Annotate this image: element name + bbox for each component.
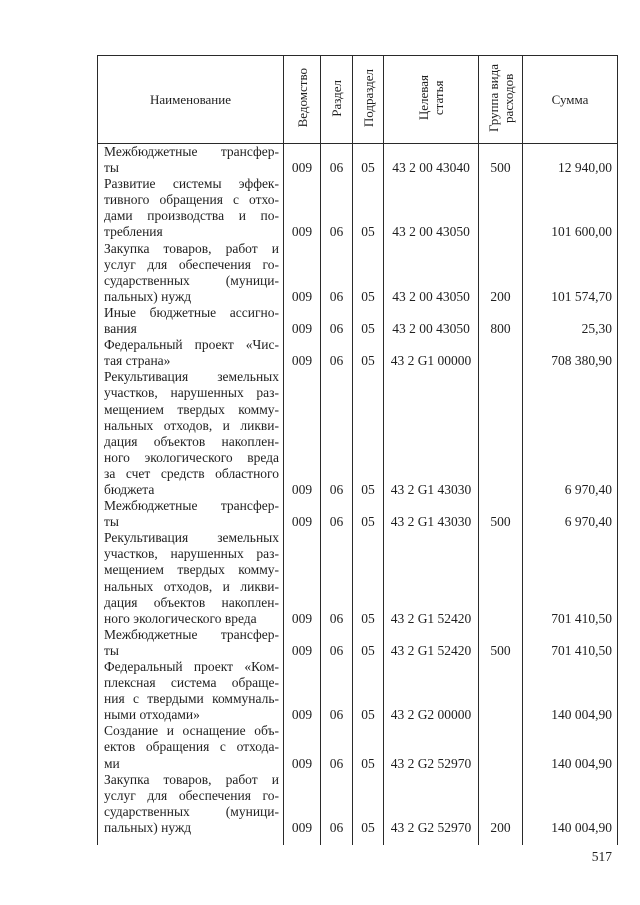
gruppa-vida-cell: 500 (479, 498, 523, 530)
filler-cell (321, 836, 353, 845)
header-gruppa-vida (479, 56, 523, 144)
summa-cell: 701 410,50 (523, 530, 618, 627)
header-vedomstvo-text: Ведомство (294, 68, 310, 128)
celevaya-statya-cell: 43 2 G1 52420 (384, 530, 479, 627)
vedomstvo-cell: 009 (284, 176, 321, 240)
table-body (98, 144, 618, 837)
vedomstvo-cell: 009 (284, 772, 321, 836)
row-name-line: Рекультивация земельных (104, 369, 279, 385)
gruppa-vida-cell (479, 176, 523, 240)
row-name-line: требления (104, 224, 163, 240)
row-name (98, 723, 284, 771)
row-name-line: Федеральный проект «Чис- (104, 337, 279, 353)
gruppa-vida-cell: 800 (479, 305, 523, 337)
razdel-cell: 06 (321, 241, 353, 305)
filler-cell (98, 836, 284, 845)
row-name-line: участков, нарушенных раз- (104, 385, 279, 401)
row-name (98, 176, 284, 240)
summa-cell: 101 574,70 (523, 241, 618, 305)
gruppa-vida-cell: 200 (479, 772, 523, 836)
row-name-line: тивного обращения с отхо- (104, 192, 279, 208)
header-celevaya-statya-label (416, 75, 446, 120)
table-continuation (98, 836, 618, 845)
podrazdel-cell: 05 (353, 176, 384, 240)
table-row (98, 241, 618, 305)
vedomstvo-cell: 009 (284, 305, 321, 337)
summa-cell: 140 004,90 (523, 723, 618, 771)
podrazdel-cell: 05 (353, 369, 384, 498)
summa-cell: 6 970,40 (523, 498, 618, 530)
summa-cell: 12 940,00 (523, 144, 618, 177)
row-name-line: Иные бюджетные ассигно- (104, 304, 279, 320)
row-name-line: Межбюджетные трансфер- (104, 144, 279, 159)
razdel-cell: 06 (321, 498, 353, 530)
budget-table (97, 55, 618, 845)
summa-cell: 101 600,00 (523, 176, 618, 240)
celevaya-statya-cell: 43 2 00 43050 (384, 241, 479, 305)
podrazdel-cell: 05 (353, 305, 384, 337)
gruppa-vida-cell (479, 369, 523, 498)
row-name (98, 772, 284, 836)
row-name-line: пальных) нужд (104, 288, 192, 304)
celevaya-statya-cell: 43 2 00 43050 (384, 176, 479, 240)
row-name-line: Федеральный проект «Ком- (104, 659, 279, 674)
summa-cell: 140 004,90 (523, 772, 618, 836)
gruppa-vida-cell (479, 659, 523, 723)
header-row (98, 56, 618, 144)
row-name-line: Закупка товаров, работ и (104, 240, 279, 256)
row-name-line: за счет средств областного (104, 465, 279, 481)
table-row (98, 498, 618, 530)
table-header (98, 56, 618, 144)
row-name-line: Межбюджетные трансфер- (104, 498, 279, 514)
header-razdel-label (329, 80, 344, 117)
filler-cell (479, 836, 523, 845)
row-name-line: участков, нарушенных раз- (104, 546, 279, 562)
table-row (98, 144, 618, 177)
row-name-line: ты (104, 642, 119, 658)
header-gruppa-line-2: расходов (500, 73, 516, 123)
header-vedomstvo (284, 56, 321, 144)
celevaya-statya-cell: 43 2 G1 00000 (384, 337, 479, 369)
razdel-cell: 06 (321, 337, 353, 369)
table-row (98, 772, 618, 836)
celevaya-statya-cell: 43 2 00 43050 (384, 305, 479, 337)
row-name-line: ного экологического вреда (104, 610, 257, 626)
row-name-line: ми (104, 755, 120, 771)
podrazdel-cell: 05 (353, 530, 384, 627)
table-row (98, 369, 618, 498)
row-name-line: ты (104, 514, 119, 530)
table-row (98, 530, 618, 627)
vedomstvo-cell: 009 (284, 369, 321, 498)
gruppa-vida-cell: 500 (479, 144, 523, 177)
header-celevaya-line-1: Целевая (416, 75, 431, 121)
razdel-cell: 06 (321, 659, 353, 723)
razdel-cell: 06 (321, 723, 353, 771)
header-razdel (321, 56, 353, 144)
podrazdel-cell: 05 (353, 723, 384, 771)
razdel-cell: 06 (321, 305, 353, 337)
razdel-cell: 06 (321, 772, 353, 836)
summa-cell: 25,30 (523, 305, 618, 337)
row-name (98, 337, 284, 369)
header-summa (523, 56, 618, 144)
celevaya-statya-cell: 43 2 G1 52420 (384, 627, 479, 659)
podrazdel-cell: 05 (353, 772, 384, 836)
row-name (98, 659, 284, 723)
vedomstvo-cell: 009 (284, 659, 321, 723)
table-row (98, 659, 618, 723)
table-row (98, 723, 618, 771)
row-name-line: бюджета (104, 481, 155, 497)
gruppa-vida-cell: 200 (479, 241, 523, 305)
podrazdel-cell: 05 (353, 144, 384, 177)
celevaya-statya-cell: 43 2 G1 43030 (384, 498, 479, 530)
row-name-line: плексная система обраще- (104, 675, 279, 691)
table-row (98, 337, 618, 369)
row-name-line: дация объектов накоплен- (104, 594, 279, 610)
vedomstvo-cell: 009 (284, 337, 321, 369)
podrazdel-cell: 05 (353, 498, 384, 530)
row-name-line: нальных отходов, и ликви- (104, 578, 279, 594)
row-name-line: услуг для обеспечения го- (104, 787, 279, 803)
podrazdel-cell: 05 (353, 659, 384, 723)
row-name (98, 305, 284, 337)
vedomstvo-cell: 009 (284, 530, 321, 627)
header-celevaya-line-2: статья (431, 80, 446, 116)
vedomstvo-cell: 009 (284, 627, 321, 659)
podrazdel-cell: 05 (353, 337, 384, 369)
row-name-line: сударственных (муници- (104, 272, 279, 288)
razdel-cell: 06 (321, 144, 353, 177)
header-summa-label: Сумма (551, 92, 589, 107)
row-name (98, 144, 284, 177)
table-row (98, 627, 618, 659)
header-podrazdel-text: Подраздел (360, 68, 376, 128)
header-gruppa-vida-label (486, 64, 516, 132)
razdel-cell: 06 (321, 369, 353, 498)
row-name-line: сударственных (муници- (104, 803, 279, 819)
filler-cell (523, 836, 618, 845)
row-name-line: мещением твердых комму- (104, 562, 279, 578)
gruppa-vida-cell (479, 723, 523, 771)
row-name (98, 498, 284, 530)
header-razdel-text: Раздел (329, 79, 344, 117)
vedomstvo-cell: 009 (284, 498, 321, 530)
row-name (98, 530, 284, 627)
gruppa-vida-cell: 500 (479, 627, 523, 659)
filler-cell (384, 836, 479, 845)
razdel-cell: 06 (321, 627, 353, 659)
filler-row (98, 836, 618, 845)
row-name-line: ния с твердыми коммуналь- (104, 691, 279, 707)
gruppa-vida-cell (479, 337, 523, 369)
header-podrazdel (353, 56, 384, 144)
summa-cell: 701 410,50 (523, 627, 618, 659)
celevaya-statya-cell: 43 2 G2 00000 (384, 659, 479, 723)
razdel-cell: 06 (321, 176, 353, 240)
podrazdel-cell: 05 (353, 241, 384, 305)
filler-cell (353, 836, 384, 845)
page-number: 517 (591, 849, 612, 864)
row-name-line: нальных отходов, и ликви- (104, 417, 279, 433)
header-vedomstvo-label (295, 68, 310, 127)
gruppa-vida-cell (479, 530, 523, 627)
vedomstvo-cell: 009 (284, 144, 321, 177)
summa-cell: 708 380,90 (523, 337, 618, 369)
header-gruppa-line-1: Группа вида (485, 64, 501, 132)
celevaya-statya-cell: 43 2 G2 52970 (384, 772, 479, 836)
celevaya-statya-cell: 43 2 00 43040 (384, 144, 479, 177)
row-name-line: ектов обращения с отхода- (104, 739, 279, 755)
row-name-line: ты (104, 160, 119, 176)
row-name-line: Межбюджетные трансфер- (104, 626, 279, 642)
row-name-line: пальных) нужд (104, 819, 192, 835)
row-name-line: дами производства и по- (104, 208, 279, 224)
row-name-line: ными отходами» (104, 707, 200, 723)
header-podrazdel-label (361, 69, 376, 127)
row-name-line: тая страна» (104, 353, 171, 369)
row-name-line: Создание и оснащение объ- (104, 723, 279, 739)
celevaya-statya-cell: 43 2 G2 52970 (384, 723, 479, 771)
row-name-line: Закупка товаров, работ и (104, 771, 279, 787)
header-name (98, 56, 284, 144)
row-name (98, 369, 284, 498)
row-name-line: ного экологического вреда (104, 449, 279, 465)
table-row (98, 176, 618, 240)
summa-cell: 140 004,90 (523, 659, 618, 723)
row-name-line: услуг для обеспечения го- (104, 256, 279, 272)
vedomstvo-cell: 009 (284, 723, 321, 771)
row-name-line: Рекультивация земельных (104, 530, 279, 546)
podrazdel-cell: 05 (353, 627, 384, 659)
row-name (98, 241, 284, 305)
vedomstvo-cell: 009 (284, 241, 321, 305)
row-name-line: Развитие системы эффек- (104, 176, 279, 192)
filler-cell (284, 836, 321, 845)
celevaya-statya-cell: 43 2 G1 43030 (384, 369, 479, 498)
row-name-line: вания (104, 321, 137, 337)
summa-cell: 6 970,40 (523, 369, 618, 498)
header-name-label: Наименование (150, 92, 231, 107)
row-name-line: мещением твердых комму- (104, 401, 279, 417)
table-row (98, 305, 618, 337)
row-name-line: дация объектов накоплен- (104, 433, 279, 449)
header-celevaya-statya (384, 56, 479, 144)
razdel-cell: 06 (321, 530, 353, 627)
row-name (98, 627, 284, 659)
